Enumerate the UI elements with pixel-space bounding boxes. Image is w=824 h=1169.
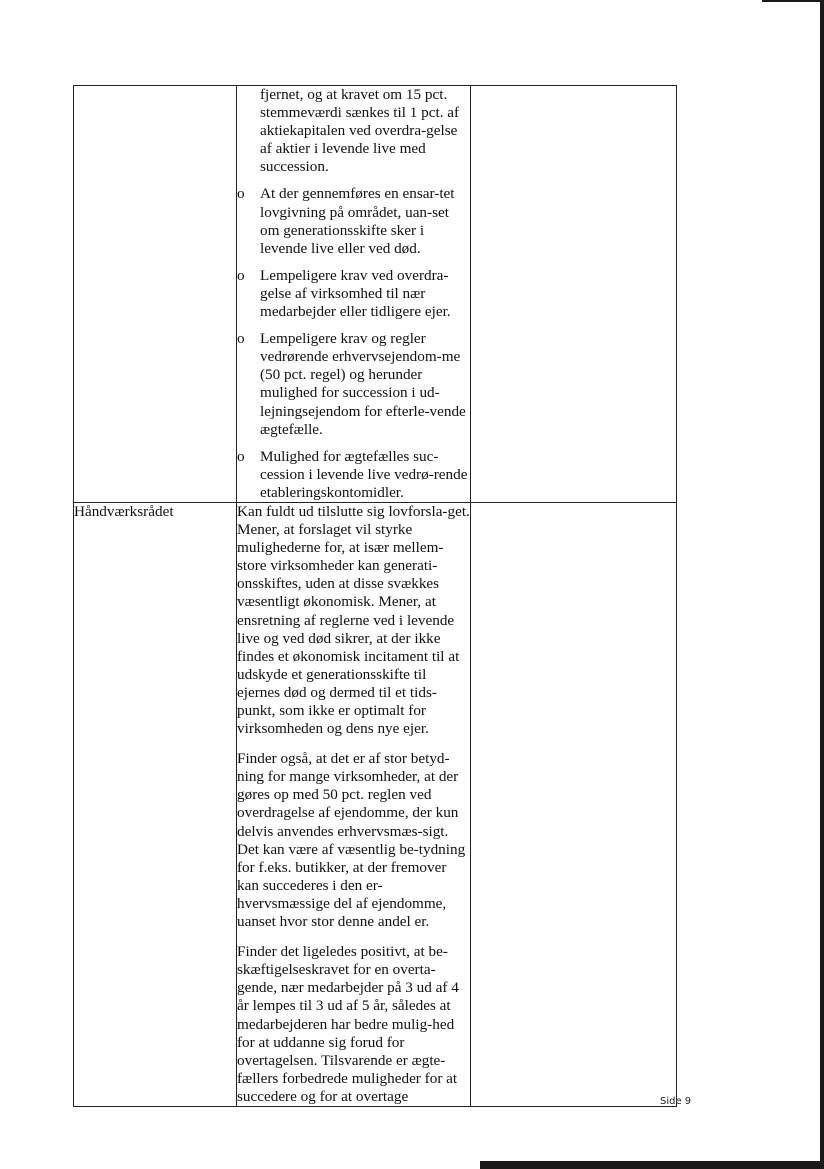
bullet-marker: o bbox=[237, 266, 245, 284]
bullet-text: Lempeligere krav ved overdra-gelse af virksomhed til nær medarbejder eller tidligere ejer. bbox=[260, 266, 451, 321]
comment-paragraph: Finder også, at det er af stor betyd-ning for mange virksomheder, at der gøres op med 50 pct. reglen ved overdragelse af ejendomme, der kun delvis anvendes erhvervsmæs-sigt. Det kan være af væsentlig be-tydning for f.eks. butikker, at der fremover kan succederes i den er-hvervsmæssige del af ejendomme, uanset hvor stor denne andel er. bbox=[237, 750, 466, 931]
continuation-text: fjernet, og at kravet om 15 pct. stemmeværdi sænkes til 1 pct. af aktiekapitalen ved overdra-gelse af aktier i levende live med succession. bbox=[260, 86, 460, 176]
list-item bbox=[237, 185, 470, 257]
comment-cell bbox=[237, 502, 471, 1106]
list-item bbox=[237, 267, 470, 321]
bullet-text: Lempeligere krav og regler vedrørende erhvervsejendom-me (50 pct. regel) og herunder mulighed for succession i ud-lejningsejendom for efterle-vende ægtefælle. bbox=[260, 330, 466, 438]
bullet-marker: o bbox=[237, 447, 245, 465]
remarks-cell bbox=[471, 502, 677, 1106]
table-row bbox=[74, 86, 677, 503]
organization-cell bbox=[74, 86, 237, 503]
bullet-text: Mulighed for ægtefælles suc-cession i levende live vedrø-rende etableringskontomidler. bbox=[260, 447, 468, 501]
comment-cell bbox=[237, 86, 471, 503]
scan-edge-top bbox=[762, 0, 824, 2]
comment-paragraph: Finder det ligeledes positivt, at be-skæftigelseskravet for en overta-gende, nær medarbejder på 3 ud af 4 år lempes til 3 ud af 5 år, således at medarbejderen har bedre mulig-hed for at uddanne sig forud for overtagelsen. Tilsvarende er ægte-fællers forbedrede muligheder for at succedere og for at overtage bbox=[237, 943, 459, 1105]
bullet-marker: o bbox=[237, 185, 245, 203]
hearing-response-table bbox=[73, 85, 677, 1107]
bullet-marker: o bbox=[237, 330, 245, 348]
list-item bbox=[237, 330, 470, 439]
page-number: Side 9 bbox=[660, 1096, 692, 1107]
remarks-cell bbox=[471, 86, 677, 503]
scan-edge-right bbox=[820, 0, 824, 1169]
table-row bbox=[74, 502, 677, 1106]
bullet-text: At der gennemføres en ensar-tet lovgivning på området, uan-set om generationsskifte sker i levende live eller ved død. bbox=[260, 185, 455, 257]
scan-edge-bottom bbox=[480, 1161, 824, 1169]
comment-paragraph: Kan fuldt ud tilslutte sig lovforsla-get. Mener, at forslaget vil styrke mulighederne for, at især mellem-store virksomheder kan generati-onsskiftes, uden at disse svækkes væsentligt økonomisk. Mener, at ensretning af reglerne ved i levende live og ved død sikrer, at der ikke findes et økonomisk incitament til at udskyde et generationsskifte til ejernes død og dermed til et tids-punkt, som ikke er optimalt for virksomheden og dens nye ejer. bbox=[237, 502, 470, 738]
organization-cell: Håndværksrådet bbox=[74, 502, 237, 1106]
list-item bbox=[237, 448, 470, 502]
